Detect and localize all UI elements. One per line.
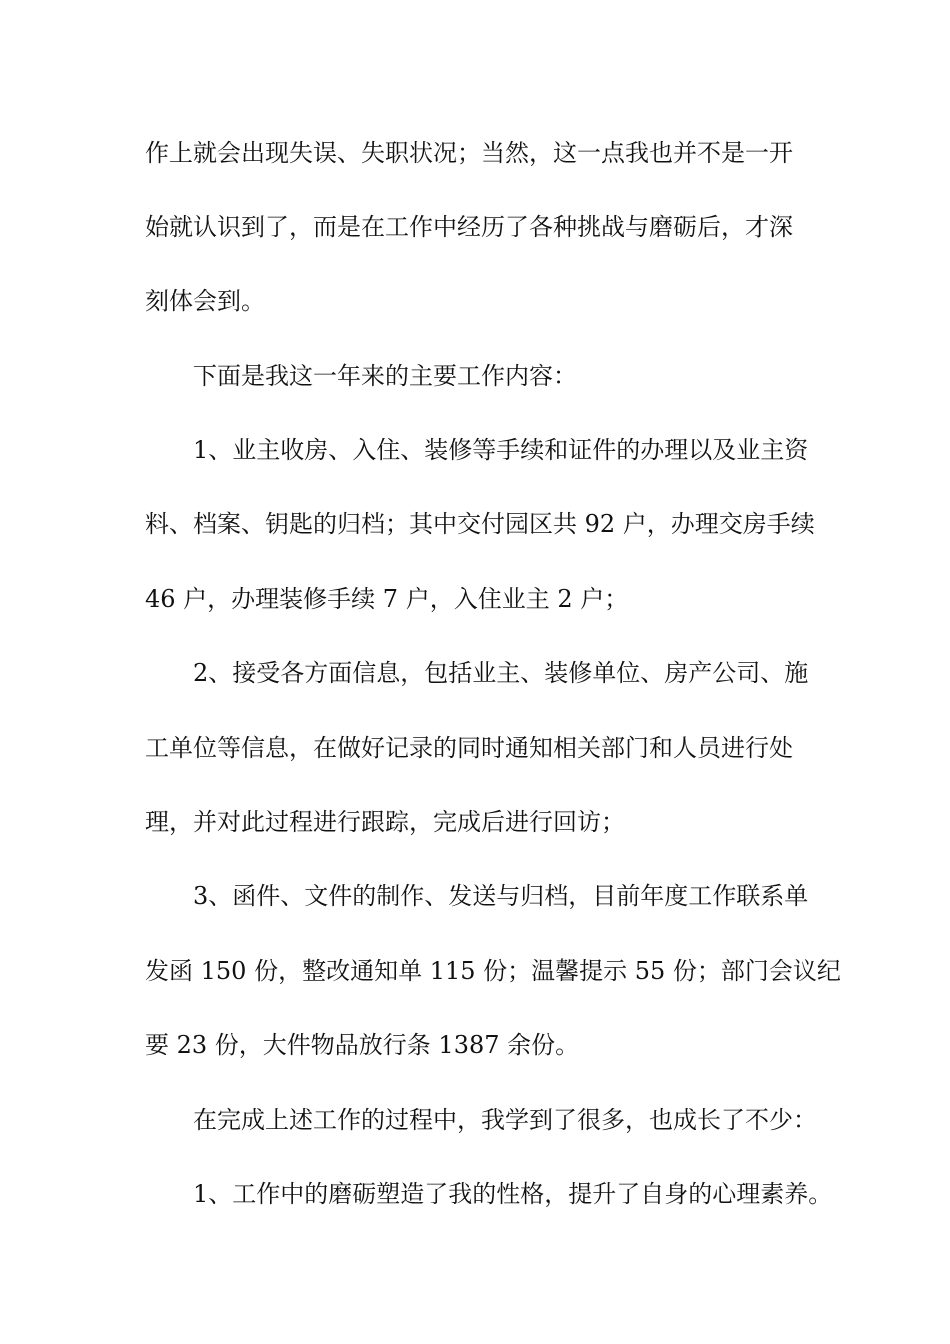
list-item-line: 1、业主收房、入住、装修等手续和证件的办理以及业主资 [193,436,809,464]
text-line: 理，并对此过程进行跟踪，完成后进行回访； [145,808,625,836]
text-line: 工单位等信息，在做好记录的同时通知相关部门和人员进行处 [145,734,793,762]
text-line: 料、档案、钥匙的归档；其中交付园区共 92 户，办理交房手续 [145,510,815,538]
list-item-line: 1、工作中的磨砺塑造了我的性格，提升了自身的心理素养。 [193,1180,833,1208]
paragraph-heading: 在完成上述工作的过程中，我学到了很多，也成长了不少： [193,1106,817,1134]
list-item-line: 2、接受各方面信息，包括业主、装修单位、房产公司、施 [193,659,809,687]
text-line: 要 23 份，大件物品放行条 1387 余份。 [145,1031,580,1059]
text-line: 刻体会到。 [145,287,265,315]
text-line: 始就认识到了，而是在工作中经历了各种挑战与磨砺后，才深 [145,213,793,241]
text-line: 46 户，办理装修手续 7 户，入住业主 2 户； [145,585,629,613]
paragraph-heading: 下面是我这一年来的主要工作内容： [193,362,577,390]
text-line: 发函 150 份，整改通知单 115 份；温馨提示 55 份；部门会议纪 [145,957,841,985]
list-item-line: 3、函件、文件的制作、发送与归档，目前年度工作联系单 [193,882,809,910]
text-line: 作上就会出现失误、失职状况；当然，这一点我也并不是一开 [145,139,793,167]
